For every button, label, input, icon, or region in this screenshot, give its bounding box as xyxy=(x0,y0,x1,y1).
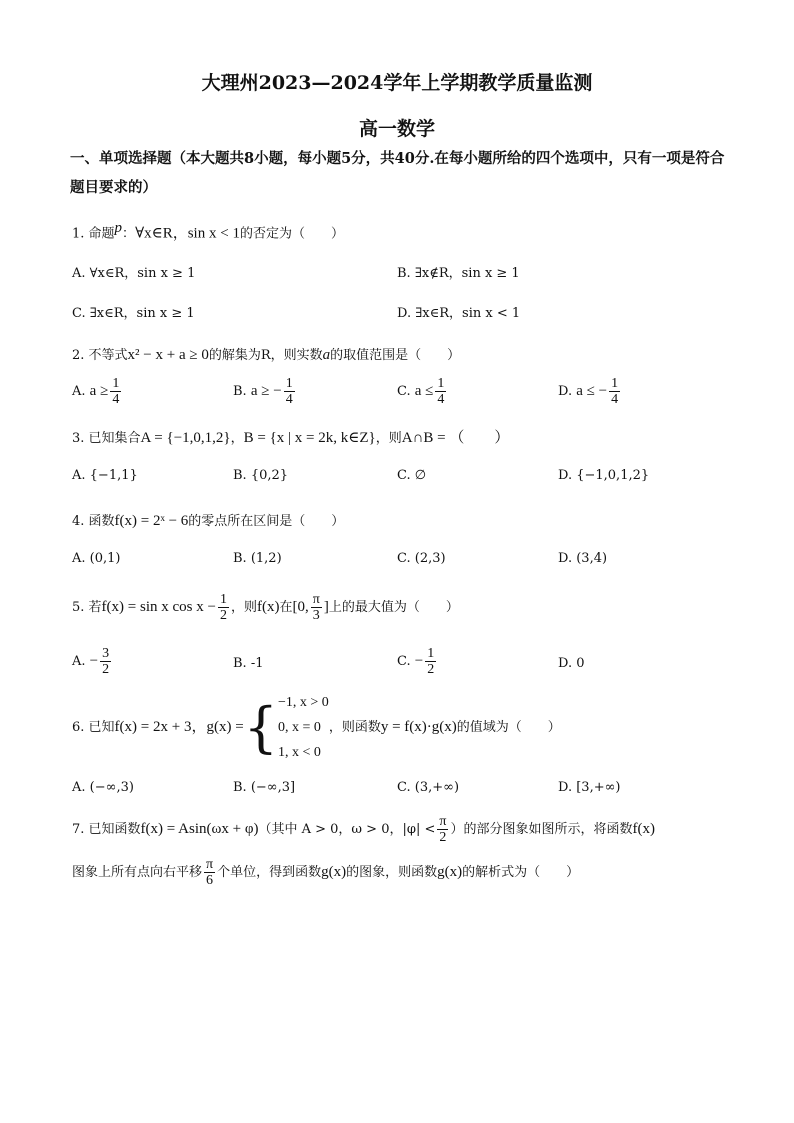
q6-option-d: D. [3,+∞) xyxy=(558,780,621,795)
q5-option-c: C. − $\frac{1}{2}$ xyxy=(397,646,435,677)
exam-title: 大理州2023—2024学年上学期教学质量监测 xyxy=(201,72,593,94)
q1-option-b: B. ∃x∉R，sin x ≥ 1 xyxy=(397,266,520,281)
q4-option-b: B. (1,2) xyxy=(233,551,282,566)
q1-option-d: D. ∃x∈R，sin x < 1 xyxy=(397,306,521,321)
question-6: 6. 已知f(x) = 2x + 3，g(x) ={ −1, x > 0 0, x = 0 1, x < 0 ，则函数y = f(x)·g(x)的值域为（ ） xyxy=(72,690,561,765)
q4-option-c: C. (2,3) xyxy=(397,551,446,566)
question-7-line-2: 图象上所有点向右平移 $\frac{\pi}{6}$ 个单位，得到函数g(x)的图象，则函数g(x)的解析式为（ ） xyxy=(72,857,580,888)
brace: { xyxy=(243,695,279,759)
question-1: 1. 命题$^p$：∀x∈R，sin x < 1的否定为（ ） xyxy=(72,220,344,242)
q3-option-b: B. {0,2} xyxy=(233,468,289,483)
question-4: 4. 函数f(x) = 2ˣ − 6的零点所在区间是（ ） xyxy=(72,513,345,529)
question-3: 3. 已知集合A = {−1,0,1,2}，B = {x | x = 2k, k∈Z}，则A∩B = （ ） xyxy=(72,430,510,446)
q2-option-c: C. a ≤ $\frac{1}{4}$ xyxy=(397,376,445,407)
q2-option-b: B. a ≥ − $\frac{1}{4}$ xyxy=(233,376,293,407)
section-heading: 一、单项选择题（本大题共8小题，每小题5分，共40分.在每小题所给的四个选项中，只有一项是符合题目要求的） xyxy=(70,150,725,196)
question-2: 2. 不等式x² − x + a ≥ 0的解集为R，则实数a的取值范围是（ ） xyxy=(72,347,461,363)
q4-option-a: A. (0,1) xyxy=(72,551,121,566)
q3-option-c: C. ∅ xyxy=(397,468,427,483)
q1-option-a: A. ∀x∈R，sin x ≥ 1 xyxy=(72,266,196,281)
question-5: 5. 若f(x) = sin x cos x − $\frac{1}{2}$ ，则f(x)在[0, $\frac{\pi}{3}$ ]上的最大值为（ ） xyxy=(72,592,459,623)
q6-option-b: B. (−∞,3] xyxy=(233,780,296,795)
q3-option-d: D. {−1,0,1,2} xyxy=(558,468,650,483)
q6-option-a: A. (−∞,3) xyxy=(72,780,134,795)
q5-option-a: A. − $\frac{3}{2}$ xyxy=(72,646,110,677)
q5-option-d: D. 0 xyxy=(558,656,585,671)
q6-option-c: C. (3,+∞) xyxy=(397,780,460,795)
exam-subtitle: 高一数学 xyxy=(358,118,435,140)
question-7: 7. 已知函数f(x) = Asin(ωx + φ)（其中 A > 0，ω > 0，|φ| < $\frac{\pi}{2}$ ）的部分图象如图所示，将函数f(x) xyxy=(72,814,655,845)
q2-option-d: D. a ≤ − $\frac{1}{4}$ xyxy=(558,376,619,407)
q3-option-a: A. {−1,1} xyxy=(72,468,138,483)
q1-option-c: C. ∃x∈R，sin x ≥ 1 xyxy=(72,306,195,321)
q4-option-d: D. (3,4) xyxy=(558,551,608,566)
q5-option-b: B. -1 xyxy=(233,656,264,671)
piecewise-cases: −1, x > 0 0, x = 0 1, x < 0 xyxy=(278,695,329,760)
q2-option-a: A. a ≥ $\frac{1}{4}$ xyxy=(72,376,120,407)
